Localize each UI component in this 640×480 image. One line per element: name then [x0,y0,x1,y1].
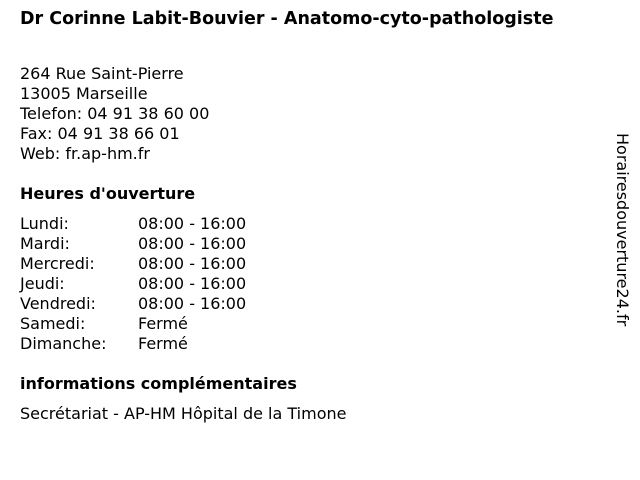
opening-hours-table [20,214,280,354]
hours-row [20,214,280,234]
hours-heading: Heures d'ouverture [20,184,196,203]
street-address: 264 Rue Saint-Pierre [20,64,184,83]
hours-row [20,234,280,254]
hours-row [20,254,280,274]
hours-value: 08:00 - 16:00 [138,294,247,313]
day-label: Mardi: [20,234,70,253]
phone-line [20,104,209,124]
web-line [20,144,209,164]
web-label: Web: [20,144,61,163]
hours-value: Fermé [138,334,188,353]
hours-row [20,274,280,294]
contact-block [20,64,209,164]
hours-row [20,334,280,354]
hours-value: 08:00 - 16:00 [138,234,247,253]
day-label: Jeudi: [20,274,65,293]
phone-label: Telefon: [20,104,83,123]
hours-row [20,314,280,334]
site-watermark-text: Horairesdouverture24.fr [613,133,632,327]
day-label: Vendredi: [20,294,96,313]
day-label: Dimanche: [20,334,107,353]
hours-value: Fermé [138,314,188,333]
fax-number: 04 91 38 66 01 [57,124,180,143]
day-label: Samedi: [20,314,86,333]
phone-number[interactable]: 04 91 38 60 00 [87,104,210,123]
fax-label: Fax: [20,124,53,143]
day-label: Lundi: [20,214,69,233]
hours-value: 08:00 - 16:00 [138,214,247,233]
hours-value: 08:00 - 16:00 [138,274,247,293]
web-link[interactable]: fr.ap-hm.fr [65,144,150,163]
city-address: 13005 Marseille [20,84,148,103]
hours-value: 08:00 - 16:00 [138,254,247,273]
hours-row [20,294,280,314]
info-heading: informations complémentaires [20,374,297,393]
page-title: Dr Corinne Labit-Bouvier - Anatomo-cyto-pathologiste [20,9,554,29]
info-text: Secrétariat - AP-HM Hôpital de la Timone [20,404,347,423]
day-label: Mercredi: [20,254,95,273]
fax-line [20,124,209,144]
